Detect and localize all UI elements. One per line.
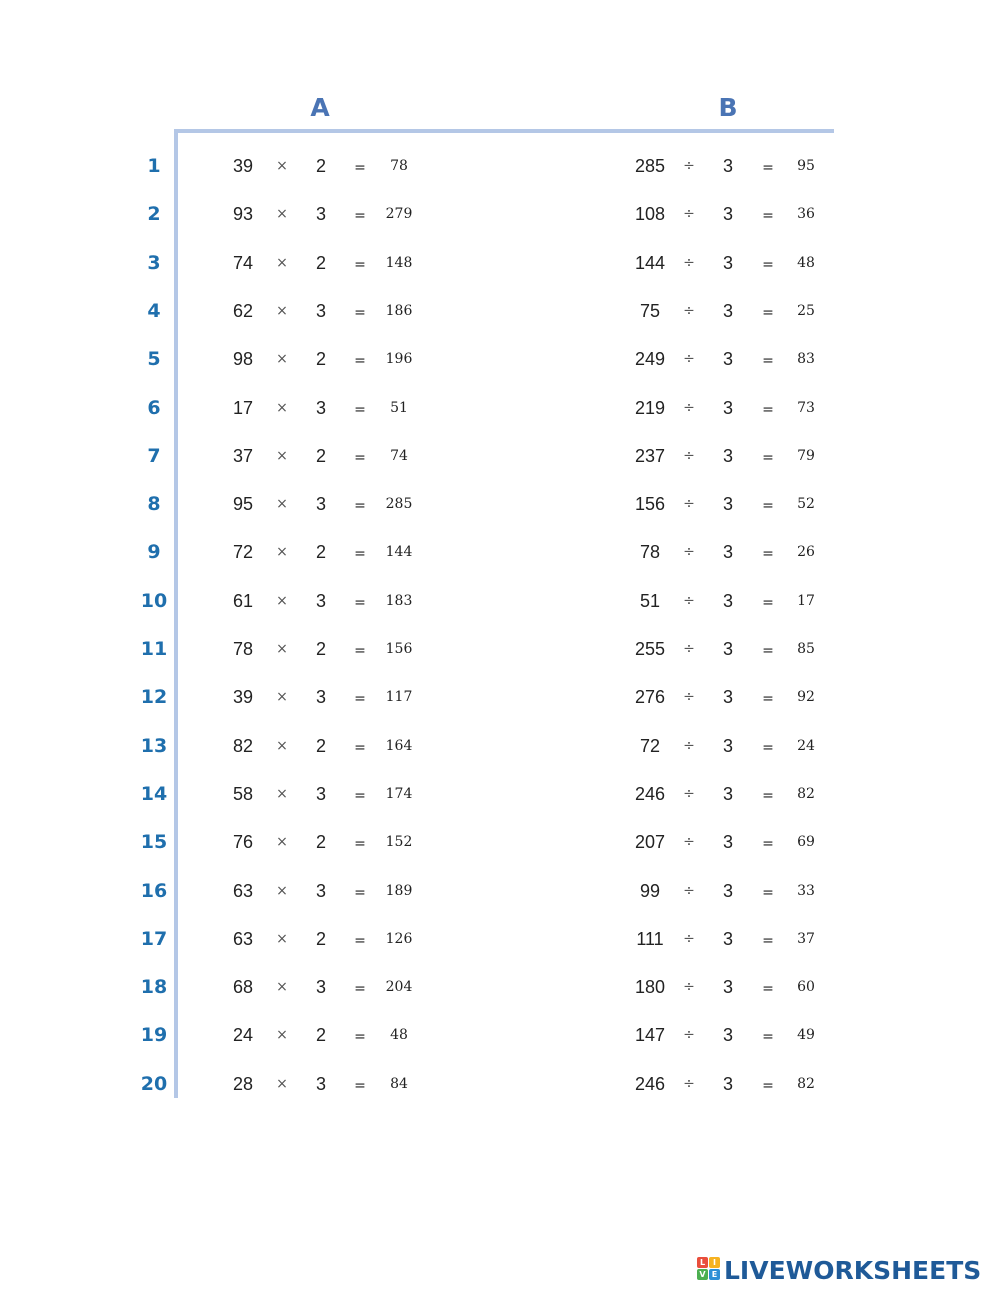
quotient-answer: 49 bbox=[797, 1027, 815, 1044]
quotient-answer: 73 bbox=[797, 399, 815, 416]
equals-sign: = bbox=[354, 160, 366, 176]
multiplicand: 39 bbox=[232, 687, 254, 708]
divisor: 3 bbox=[722, 1073, 733, 1094]
product-answer: 74 bbox=[390, 447, 408, 464]
divide-sign: ÷ bbox=[683, 592, 695, 609]
divide-sign: ÷ bbox=[683, 496, 695, 513]
divide-sign: ÷ bbox=[683, 1027, 695, 1044]
times-sign: × bbox=[276, 302, 288, 319]
divisor: 3 bbox=[722, 687, 733, 708]
row-number: 5 bbox=[147, 348, 161, 371]
multiplicand: 93 bbox=[232, 204, 254, 225]
dividend: 108 bbox=[634, 204, 666, 225]
liveworksheets-logo bbox=[697, 1254, 981, 1286]
row-number: 17 bbox=[140, 927, 168, 950]
times-sign: × bbox=[276, 689, 288, 706]
equals-sign: = bbox=[354, 449, 366, 466]
multiplicand: 39 bbox=[232, 156, 254, 176]
column-header-a: A bbox=[310, 93, 330, 122]
multiplier: 3 bbox=[315, 300, 326, 321]
dividend: 78 bbox=[639, 542, 661, 563]
multiplier: 2 bbox=[315, 542, 326, 563]
dividend: 249 bbox=[634, 349, 666, 370]
dividend: 207 bbox=[634, 832, 666, 853]
product-answer: 196 bbox=[385, 351, 413, 368]
quotient-answer: 92 bbox=[797, 689, 815, 706]
divide-sign: ÷ bbox=[683, 1075, 695, 1092]
quotient-answer: 60 bbox=[797, 979, 815, 996]
equals-sign: = bbox=[762, 256, 774, 273]
divide-sign: ÷ bbox=[683, 979, 695, 996]
equals-sign: = bbox=[354, 836, 366, 853]
multiplier: 2 bbox=[315, 445, 326, 466]
logo-block: L bbox=[697, 1257, 708, 1268]
multiplier: 3 bbox=[315, 494, 326, 515]
product-answer: 144 bbox=[385, 544, 413, 561]
multiplicand: 61 bbox=[232, 590, 254, 611]
multiplicand: 72 bbox=[232, 542, 254, 563]
equals-sign: = bbox=[354, 981, 366, 998]
dividend: 219 bbox=[634, 397, 666, 418]
worksheet-row bbox=[0, 344, 1000, 374]
divide-sign: ÷ bbox=[683, 930, 695, 947]
divisor: 3 bbox=[722, 542, 733, 563]
times-sign: × bbox=[276, 641, 288, 657]
equals-sign: = bbox=[762, 932, 774, 949]
multiplicand: 58 bbox=[232, 783, 254, 804]
product-answer: 51 bbox=[390, 399, 408, 416]
quotient-answer: 48 bbox=[797, 254, 815, 271]
multiplier: 2 bbox=[315, 639, 326, 659]
row-number: 11 bbox=[140, 638, 168, 660]
times-sign: × bbox=[276, 592, 288, 609]
worksheet-row bbox=[0, 441, 1000, 471]
equals-sign: = bbox=[354, 401, 366, 418]
multiplicand: 68 bbox=[232, 977, 254, 998]
quotient-answer: 36 bbox=[797, 206, 815, 223]
row-number: 2 bbox=[147, 203, 161, 226]
dividend: 180 bbox=[634, 977, 666, 998]
row-number: 4 bbox=[147, 299, 161, 322]
times-sign: × bbox=[276, 447, 288, 464]
divide-sign: ÷ bbox=[683, 158, 695, 174]
multiplicand: 78 bbox=[232, 639, 254, 659]
quotient-answer: 79 bbox=[797, 447, 815, 464]
multiplicand: 63 bbox=[232, 880, 254, 901]
equals-sign: = bbox=[762, 787, 774, 804]
dividend: 276 bbox=[634, 687, 666, 708]
product-answer: 183 bbox=[385, 592, 413, 609]
equals-sign: = bbox=[762, 208, 774, 225]
multiplier: 2 bbox=[315, 928, 326, 949]
dividend: 246 bbox=[634, 1073, 666, 1094]
equals-sign: = bbox=[354, 1077, 366, 1094]
product-answer: 117 bbox=[385, 689, 413, 706]
row-number: 15 bbox=[140, 831, 168, 854]
divide-sign: ÷ bbox=[683, 834, 695, 851]
logo-blocks-icon bbox=[697, 1257, 721, 1283]
equals-sign: = bbox=[762, 1029, 774, 1046]
worksheet-row bbox=[0, 586, 1000, 616]
equals-sign: = bbox=[354, 546, 366, 563]
equals-sign: = bbox=[354, 884, 366, 901]
times-sign: × bbox=[276, 351, 288, 368]
logo-block: V bbox=[697, 1269, 708, 1280]
multiplier: 2 bbox=[315, 832, 326, 853]
dividend: 147 bbox=[634, 1025, 666, 1046]
row-number: 8 bbox=[147, 493, 161, 516]
multiplier: 2 bbox=[315, 252, 326, 273]
equals-sign: = bbox=[762, 884, 774, 901]
equals-sign: = bbox=[762, 401, 774, 418]
multiplier: 3 bbox=[315, 1073, 326, 1094]
worksheet-row bbox=[0, 296, 1000, 326]
divisor: 3 bbox=[722, 832, 733, 853]
quotient-answer: 83 bbox=[797, 351, 815, 368]
multiplier: 2 bbox=[315, 156, 326, 176]
worksheet-row bbox=[0, 1069, 1000, 1099]
multiplier: 3 bbox=[315, 590, 326, 611]
equals-sign: = bbox=[354, 498, 366, 515]
equals-sign: = bbox=[762, 353, 774, 370]
multiplicand: 37 bbox=[232, 445, 254, 466]
equals-sign: = bbox=[354, 643, 366, 659]
divisor: 3 bbox=[722, 977, 733, 998]
product-answer: 152 bbox=[385, 834, 413, 851]
divide-sign: ÷ bbox=[683, 641, 695, 657]
worksheet-row bbox=[0, 248, 1000, 278]
times-sign: × bbox=[276, 206, 288, 223]
worksheet-row bbox=[0, 876, 1000, 906]
product-answer: 84 bbox=[390, 1075, 408, 1092]
product-answer: 48 bbox=[390, 1027, 408, 1044]
worksheet-row bbox=[0, 779, 1000, 809]
equals-sign: = bbox=[354, 256, 366, 273]
divide-sign: ÷ bbox=[683, 447, 695, 464]
divisor: 3 bbox=[722, 204, 733, 225]
row-number: 13 bbox=[140, 734, 168, 757]
multiplicand: 95 bbox=[232, 494, 254, 515]
row-number: 10 bbox=[140, 589, 168, 612]
row-number: 12 bbox=[140, 686, 168, 709]
multiplicand: 74 bbox=[232, 252, 254, 273]
equals-sign: = bbox=[354, 691, 366, 708]
dividend: 111 bbox=[636, 928, 664, 949]
divisor: 3 bbox=[722, 494, 733, 515]
multiplicand: 82 bbox=[232, 735, 254, 756]
divide-sign: ÷ bbox=[683, 206, 695, 223]
quotient-answer: 33 bbox=[797, 882, 815, 899]
divisor: 3 bbox=[722, 252, 733, 273]
divisor: 3 bbox=[722, 349, 733, 370]
product-answer: 164 bbox=[385, 737, 413, 754]
multiplier: 3 bbox=[315, 977, 326, 998]
product-answer: 148 bbox=[385, 254, 413, 271]
divisor: 3 bbox=[722, 397, 733, 418]
equals-sign: = bbox=[762, 981, 774, 998]
dividend: 246 bbox=[634, 783, 666, 804]
product-answer: 174 bbox=[385, 785, 413, 802]
times-sign: × bbox=[276, 737, 288, 754]
equals-sign: = bbox=[762, 594, 774, 611]
product-answer: 279 bbox=[385, 206, 413, 223]
worksheet-row bbox=[0, 924, 1000, 954]
times-sign: × bbox=[276, 254, 288, 271]
divide-sign: ÷ bbox=[683, 737, 695, 754]
divide-sign: ÷ bbox=[683, 302, 695, 319]
times-sign: × bbox=[276, 785, 288, 802]
times-sign: × bbox=[276, 1027, 288, 1044]
equals-sign: = bbox=[762, 546, 774, 563]
multiplier: 3 bbox=[315, 783, 326, 804]
quotient-answer: 82 bbox=[797, 785, 815, 802]
dividend: 156 bbox=[634, 494, 666, 515]
product-answer: 285 bbox=[385, 496, 413, 513]
worksheet-row bbox=[0, 393, 1000, 423]
dividend: 237 bbox=[634, 445, 666, 466]
equals-sign: = bbox=[762, 739, 774, 756]
multiplicand: 62 bbox=[232, 300, 254, 321]
dividend: 255 bbox=[634, 639, 666, 659]
row-number: 16 bbox=[140, 879, 168, 902]
row-number: 18 bbox=[140, 976, 168, 999]
product-answer: 189 bbox=[385, 882, 413, 899]
divisor: 3 bbox=[722, 735, 733, 756]
divide-sign: ÷ bbox=[683, 351, 695, 368]
dividend: 99 bbox=[639, 880, 661, 901]
divide-sign: ÷ bbox=[683, 689, 695, 706]
equals-sign: = bbox=[762, 1077, 774, 1094]
multiplier: 3 bbox=[315, 204, 326, 225]
logo-block: I bbox=[709, 1257, 720, 1268]
row-number: 3 bbox=[147, 251, 161, 274]
product-answer: 156 bbox=[385, 641, 413, 657]
divisor: 3 bbox=[722, 639, 733, 659]
multiplier: 2 bbox=[315, 1025, 326, 1046]
product-answer: 78 bbox=[390, 158, 408, 174]
worksheet-row bbox=[0, 489, 1000, 519]
row-number: 6 bbox=[147, 396, 161, 419]
row-number: 20 bbox=[140, 1072, 168, 1095]
equals-sign: = bbox=[762, 498, 774, 515]
row-number: 1 bbox=[147, 155, 161, 177]
equals-sign: = bbox=[762, 836, 774, 853]
product-answer: 186 bbox=[385, 302, 413, 319]
divisor: 3 bbox=[722, 590, 733, 611]
multiplier: 3 bbox=[315, 687, 326, 708]
divide-sign: ÷ bbox=[683, 785, 695, 802]
quotient-answer: 85 bbox=[797, 641, 815, 657]
product-answer: 126 bbox=[385, 930, 413, 947]
divide-sign: ÷ bbox=[683, 399, 695, 416]
multiplicand: 17 bbox=[232, 397, 254, 418]
divisor: 3 bbox=[722, 880, 733, 901]
row-number: 19 bbox=[140, 1024, 168, 1047]
multiplier: 3 bbox=[315, 397, 326, 418]
worksheet-row bbox=[0, 827, 1000, 857]
multiplier: 2 bbox=[315, 349, 326, 370]
header-divider bbox=[174, 129, 834, 133]
times-sign: × bbox=[276, 496, 288, 513]
divisor: 3 bbox=[722, 445, 733, 466]
times-sign: × bbox=[276, 158, 288, 174]
multiplier: 3 bbox=[315, 880, 326, 901]
dividend: 75 bbox=[639, 300, 661, 321]
worksheet-row bbox=[0, 682, 1000, 712]
row-number: 7 bbox=[147, 444, 161, 467]
equals-sign: = bbox=[354, 932, 366, 949]
worksheet-row bbox=[0, 199, 1000, 229]
quotient-answer: 26 bbox=[797, 544, 815, 561]
worksheet-row bbox=[0, 731, 1000, 761]
equals-sign: = bbox=[762, 304, 774, 321]
dividend: 285 bbox=[634, 156, 666, 176]
multiplicand: 28 bbox=[232, 1073, 254, 1094]
row-number: 14 bbox=[140, 782, 168, 805]
worksheet-row bbox=[0, 537, 1000, 567]
dividend: 72 bbox=[639, 735, 661, 756]
dividend: 144 bbox=[634, 252, 666, 273]
equals-sign: = bbox=[354, 594, 366, 611]
quotient-answer: 24 bbox=[797, 737, 815, 754]
row-number: 9 bbox=[147, 541, 161, 564]
quotient-answer: 37 bbox=[797, 930, 815, 947]
multiplier: 2 bbox=[315, 735, 326, 756]
dividend: 51 bbox=[639, 590, 661, 611]
times-sign: × bbox=[276, 834, 288, 851]
times-sign: × bbox=[276, 544, 288, 561]
equals-sign: = bbox=[762, 449, 774, 466]
divisor: 3 bbox=[722, 928, 733, 949]
equals-sign: = bbox=[354, 304, 366, 321]
multiplicand: 63 bbox=[232, 928, 254, 949]
quotient-answer: 52 bbox=[797, 496, 815, 513]
equals-sign: = bbox=[354, 208, 366, 225]
divisor: 3 bbox=[722, 1025, 733, 1046]
quotient-answer: 69 bbox=[797, 834, 815, 851]
divide-sign: ÷ bbox=[683, 544, 695, 561]
worksheet-row bbox=[0, 1020, 1000, 1050]
worksheet-row bbox=[0, 151, 1000, 181]
multiplicand: 24 bbox=[232, 1025, 254, 1046]
times-sign: × bbox=[276, 1075, 288, 1092]
worksheet-row bbox=[0, 634, 1000, 664]
equals-sign: = bbox=[354, 1029, 366, 1046]
quotient-answer: 17 bbox=[797, 592, 815, 609]
product-answer: 204 bbox=[385, 979, 413, 996]
equals-sign: = bbox=[762, 691, 774, 708]
divisor: 3 bbox=[722, 783, 733, 804]
times-sign: × bbox=[276, 399, 288, 416]
logo-block: E bbox=[709, 1269, 720, 1280]
times-sign: × bbox=[276, 930, 288, 947]
column-header-b: B bbox=[718, 93, 738, 122]
divisor: 3 bbox=[722, 156, 733, 176]
equals-sign: = bbox=[354, 739, 366, 756]
divisor: 3 bbox=[722, 300, 733, 321]
worksheet-row bbox=[0, 972, 1000, 1002]
multiplicand: 76 bbox=[232, 832, 254, 853]
quotient-answer: 95 bbox=[797, 158, 815, 174]
equals-sign: = bbox=[354, 787, 366, 804]
divide-sign: ÷ bbox=[683, 254, 695, 271]
logo-text: LIVEWORKSHEETS bbox=[724, 1255, 982, 1285]
multiplicand: 98 bbox=[232, 349, 254, 370]
equals-sign: = bbox=[354, 353, 366, 370]
times-sign: × bbox=[276, 882, 288, 899]
times-sign: × bbox=[276, 979, 288, 996]
divide-sign: ÷ bbox=[683, 882, 695, 899]
quotient-answer: 25 bbox=[797, 302, 815, 319]
equals-sign: = bbox=[762, 160, 774, 176]
quotient-answer: 82 bbox=[797, 1075, 815, 1092]
equals-sign: = bbox=[762, 643, 774, 659]
